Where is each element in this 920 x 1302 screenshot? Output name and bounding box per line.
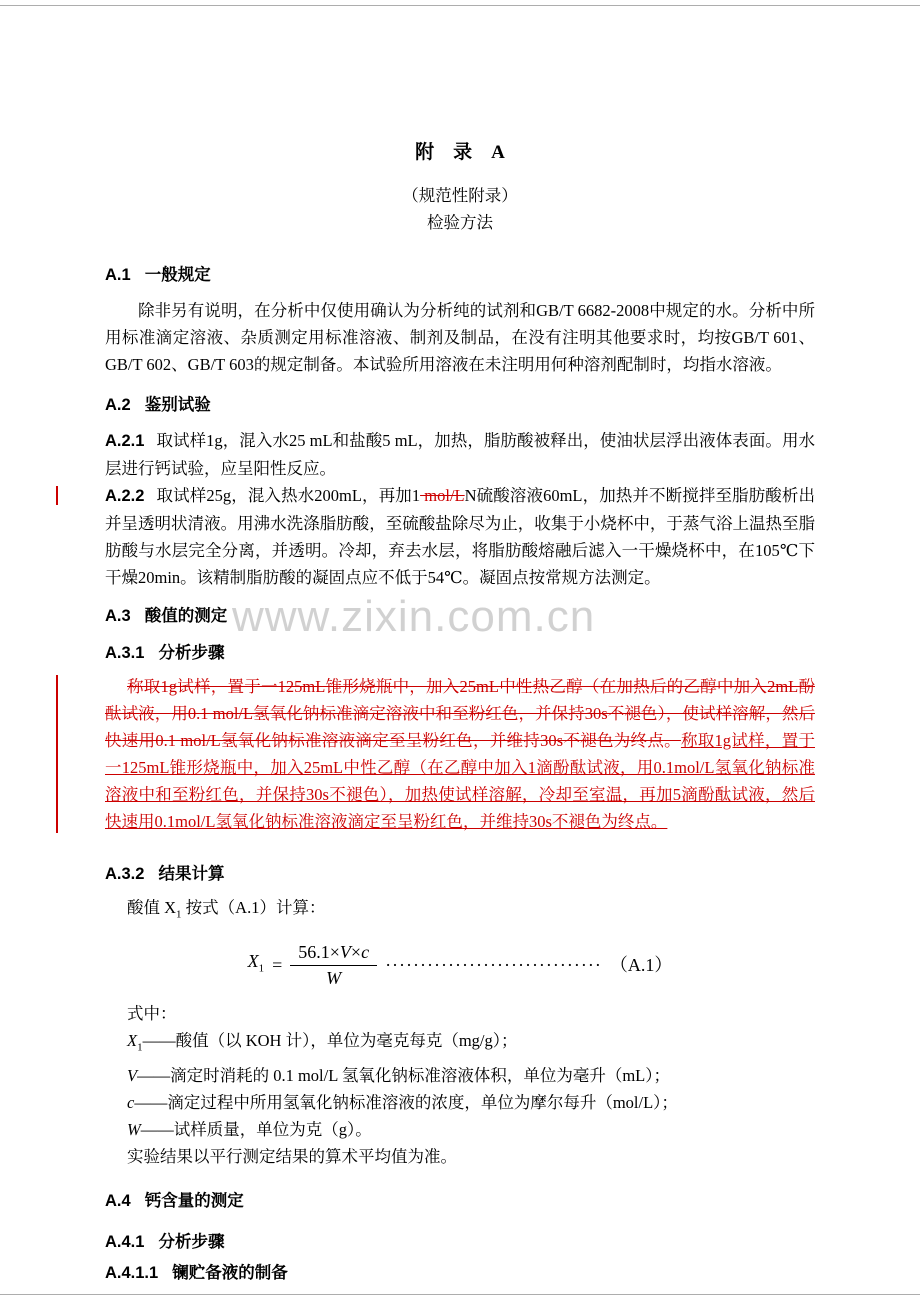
section-heading-a1 [105,262,815,289]
section-label: 鉴别试验 [144,396,211,414]
paragraph-a1: 除非另有说明，在分析中仅使用确认为分析纯的试剂和GB/T 6682-2008中规定的水。分析中所用标准滴定溶液、杂质测定用标准溶液、制剂及制品，在没有注明其他要求时，均按GB/T 601、GB/T 602、GB/T 603的规定制备。本试验所用溶液在未注明用何种溶剂配制时，均指水溶液。 [105,301,815,374]
section-number: A.4.1.1 [105,1263,159,1282]
clause-number: A.2.1 [105,432,145,450]
section-number: A.4 [105,1191,131,1210]
section-number: A.2 [105,396,131,414]
variable-name: W [127,1119,141,1139]
variable-subscript: 1 [137,1041,143,1054]
doc-title: 检验方法 [427,213,493,232]
page-bottom-rule [0,1294,920,1295]
subsection-heading-a3-2 [105,861,815,888]
calc-intro [105,894,815,928]
clause-a2-1 [105,427,815,482]
variable-subscript: 1 [258,962,265,975]
definition-item [105,1027,815,1061]
variable-c: c [361,942,370,963]
clause-text: 取试样25g，混入热水200mL，再加1 [156,486,421,505]
equals-sign: = [272,954,283,975]
subsection-heading-a4-1-1 [105,1260,815,1287]
definition-item [105,1089,815,1116]
section-number: A.3.1 [105,644,145,662]
definition-item [105,1062,815,1089]
variable-x: X [247,951,259,971]
tracked-change-paragraph [105,673,815,835]
result-note: 实验结果以平行测定结果的算术平均值为准。 [127,1146,457,1166]
subsection-heading-a3-1 [105,640,815,667]
section-label: 酸值的测定 [144,607,228,625]
section-label: 钙含量的测定 [144,1191,244,1210]
appendix-title: 附 录 A [415,142,505,163]
calc-intro-text: 按式（A.1）计算： [181,898,326,917]
definition-text: ——滴定时消耗的 0.1 mol/L 氢氧化钠标准溶液体积，单位为毫升（mL）； [137,1065,670,1085]
variable-name: c [127,1092,135,1112]
definition-text: ——试样质量，单位为克（g）。 [140,1119,372,1139]
watermark: www.zixin.com.cn [232,592,596,641]
section-heading-a3 [105,592,815,641]
clause-a2-2 [105,482,815,591]
deleted-text: 称取1g试样，置于一125mL锥形烧瓶中，加入25mL中性热乙醇（在加热后的乙醇中加入2mL酚酞试液，用0.1 mol/L氢氧化钠标准滴定溶液中和至粉红色，并保持30s不褪色），使试样溶解，然后快速用0.1 mol/L氢氧化钠标准溶液滴定至呈粉红色，并维持30s不褪色为终点。 [105,677,815,750]
calc-intro-text: 酸值 X [127,898,177,917]
variable-name: V [127,1065,138,1085]
clause-text: 取试样1g，混入水25 mL和盐酸5 mL，加热，脂肪酸被释出，使油状层浮出液体表面。用水层进行钙试验，应呈阳性反应。 [105,431,815,478]
change-bar [56,486,58,505]
numerator-coefficient: 56.1× [298,942,340,963]
appendix-subtitle: （规范性附录） [402,186,518,205]
definition-text: ——滴定过程中所用氢氧化钠标准溶液的浓度，单位为摩尔每升（mol/L）； [134,1092,678,1112]
section-number: A.1 [105,266,131,284]
variable-subscript: 1 [176,908,182,921]
times-sign: × [350,942,362,963]
equation-lhs [248,948,265,983]
numerator [290,940,377,966]
fraction [290,940,377,990]
section-label: 一般规定 [144,266,211,284]
equation-a1 [105,936,815,994]
deleted-text: mol/L [420,486,465,505]
subsection-heading-a4-1 [105,1229,815,1256]
definition-item [105,1116,815,1143]
inserted-text: 称取1g试样，置于一125mL锥形烧瓶中，加入25mL中性乙醇（在乙醇中加入1滴酚酞试液，用0.1mol/L氢氧化钠标准溶液中和至粉红色，并保持30s不褪色），加热使试样溶解，冷却至室温，再加5滴酚酞试液，然后快速用0.1mol/L氢氧化钠标准溶液滴定至呈粉红色，并维持30s不褪色为终点。 [105,731,815,831]
variable-name: X [127,1031,138,1051]
section-number: A.3.2 [105,865,145,883]
section-label: 镧贮备液的制备 [172,1263,288,1282]
change-bar [56,675,58,833]
section-label: 分析步骤 [158,1232,225,1251]
section-label: 结果计算 [158,865,225,883]
section-number: A.4.1 [105,1232,145,1251]
clause-number: A.2.2 [105,487,145,505]
section-heading-a4 [105,1188,815,1215]
denominator: W [326,968,342,989]
section-label: 分析步骤 [158,644,225,662]
where-label: 式中： [127,1004,177,1024]
definition-text: ——酸值（以 KOH 计），单位为毫克每克（mg/g）； [142,1031,518,1051]
variable-v: V [339,942,351,963]
clause-text: N硫酸溶液60mL，加热并不断搅拌至脂肪酸析出并呈透明状清液。用沸水洗涤脂肪酸，至硫酸盐除尽为止，收集于小烧杯中，于蒸气浴上温热至脂肪酸与水层完全分离，并透明。冷却，弃去水层，将脂肪酸熔融后滤入一干燥烧杯中，在105℃下干燥20min。该精制脂肪酸的凝固点应不低于54℃。凝固点按常规方法测定。 [105,486,815,587]
section-number: A.3 [105,607,131,625]
section-heading-a2 [105,392,815,419]
equation-label: （A.1） [609,954,673,975]
dot-leader: ······························· [385,954,602,975]
